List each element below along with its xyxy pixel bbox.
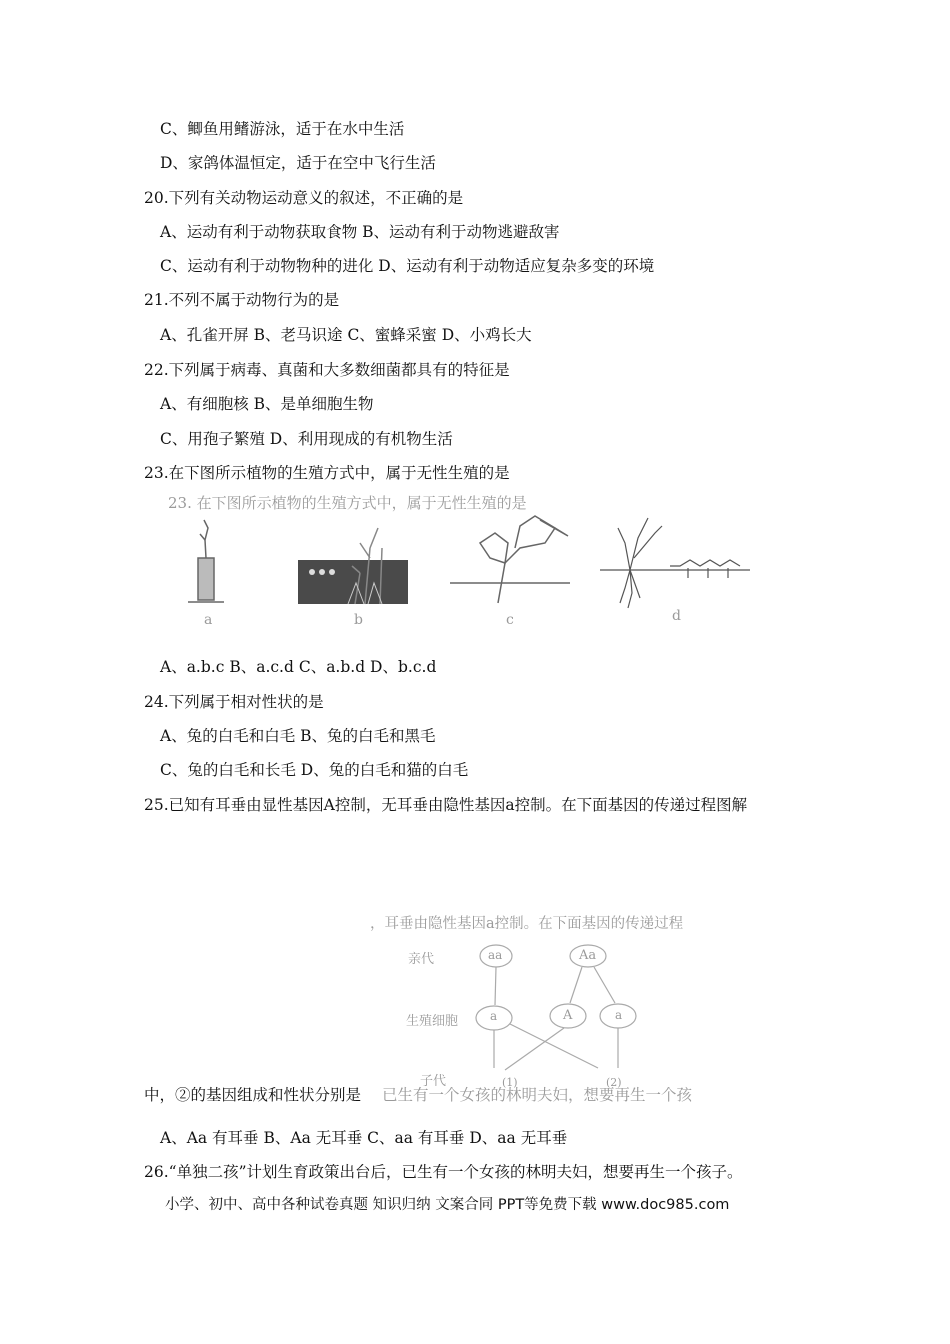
question-23-options: A、a.b.c B、a.c.d C、a.b.d D、b.c.d — [160, 658, 437, 676]
plant-illustrations — [160, 488, 800, 638]
figure-23-label-a: a — [204, 612, 213, 628]
row-label-gametes: 生殖细胞 — [406, 1014, 459, 1029]
question-20: 20.下列有关动物运动意义的叙述，不正确的是 — [144, 189, 464, 207]
question-22-options-ab: A、有细胞核 B、是单细胞生物 — [160, 395, 374, 413]
row-label-offspring: 子代 — [420, 1074, 447, 1089]
parent-1-genotype: aa — [488, 948, 503, 962]
figure-25 — [370, 908, 740, 1108]
question-24-options-ab: A、兔的白毛和白毛 B、兔的白毛和黑毛 — [160, 727, 436, 745]
question-23: 23.在下图所示植物的生殖方式中，属于无性生殖的是 — [144, 464, 510, 482]
child-2-label: (2) — [606, 1076, 622, 1089]
question-25: 25.已知有耳垂由显性基因A控制，无耳垂由隐性基因a控制。在下面基因的传递过程图解 — [144, 796, 748, 814]
question-24-options-cd: C、兔的白毛和长毛 D、兔的白毛和猫的白毛 — [160, 761, 469, 779]
row-label-parents: 亲代 — [408, 952, 435, 967]
question-24: 24.下列属于相对性状的是 — [144, 693, 324, 711]
gamete-2: A — [563, 1008, 573, 1023]
figure-25-bottom-text: 已生有一个女孩的林明夫妇，想要再生一个孩 — [382, 1086, 693, 1104]
figure-23-label-d: d — [672, 608, 681, 624]
gamete-1: a — [490, 1009, 498, 1023]
gamete-3: a — [615, 1008, 623, 1022]
figure-23-caption: 23. 在下图所示植物的生殖方式中，属于无性生殖的是 — [168, 494, 527, 512]
plant-d-runner — [600, 518, 750, 608]
figure-25-caption: ，耳垂由隐性基因a控制。在下面基因的传递过程 — [370, 916, 684, 932]
question-20-options-cd: C、运动有利于动物物种的进化 D、运动有利于动物适应复杂多变的环境 — [160, 257, 655, 275]
plant-a-graft — [188, 520, 224, 602]
question-21: 21.不列不属于动物行为的是 — [144, 291, 340, 309]
figure-23-label-b: b — [354, 612, 363, 628]
question-22-options-cd: C、用孢子繁殖 D、利用现成的有机物生活 — [160, 430, 453, 448]
question-26: 26.“单独二孩”计划生育政策出台后，已生有一个女孩的林明夫妇，想要再生一个孩子。 — [144, 1163, 743, 1181]
question-20-options-ab: A、运动有利于动物获取食物 B、运动有利于动物逃避敌害 — [160, 223, 560, 241]
child-1-label: (1) — [502, 1076, 518, 1089]
question-22: 22.下列属于病毒、真菌和大多数细菌都具有的特征是 — [144, 361, 510, 379]
question-25-continued: 中，②的基因组成和性状分别是 — [144, 1086, 362, 1104]
figure-23 — [160, 488, 800, 638]
page-footer: 小学、初中、高中各种试卷真题 知识归纳 文案合同 PPT等免费下载 www.doc985.com — [165, 1197, 730, 1213]
parent-2-genotype: Aa — [579, 948, 597, 963]
question-25-options: A、Aa 有耳垂 B、Aa 无耳垂 C、aa 有耳垂 D、aa 无耳垂 — [160, 1129, 568, 1147]
figure-23-label-c: c — [506, 612, 514, 628]
plant-c-leaf-cutting — [450, 516, 570, 603]
plant-b-seedling — [298, 528, 408, 604]
line-d-pigeon: D、家鸽体温恒定，适于在空中飞行生活 — [160, 154, 436, 172]
question-21-options: A、孔雀开屏 B、老马识途 C、蜜蜂采蜜 D、小鸡长大 — [160, 326, 532, 344]
line-c-fish: C、鲫鱼用鳍游泳，适于在水中生活 — [160, 120, 405, 138]
